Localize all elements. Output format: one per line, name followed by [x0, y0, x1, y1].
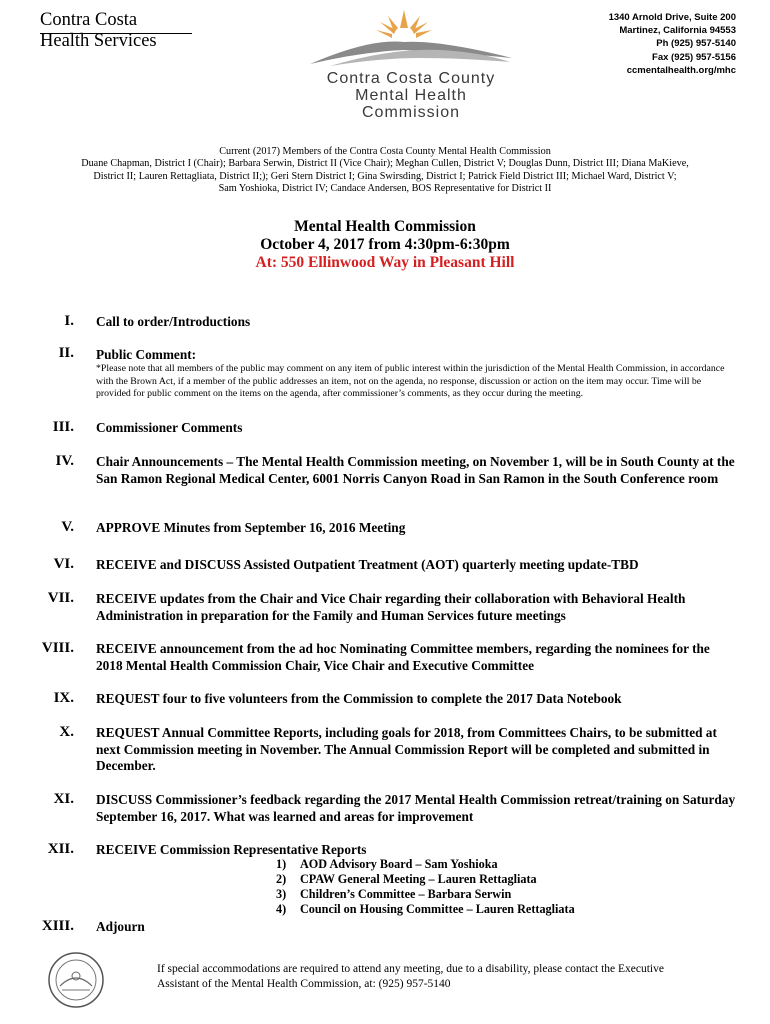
report-number: 2) — [276, 872, 287, 886]
agenda-number: X. — [59, 724, 74, 740]
address-fax: Fax (925) 957-5156 — [652, 51, 736, 63]
agenda-title: Adjourn — [96, 919, 145, 934]
org-line-1: Contra Costa — [40, 10, 138, 30]
agenda-title: Call to order/Introductions — [96, 314, 251, 329]
members-heading: Current (2017) Members of the Contra Costa County Mental Health Commission — [219, 146, 551, 157]
agenda-number: IX. — [53, 690, 74, 706]
org-line-2: Health Services — [40, 31, 157, 51]
agenda-number: VIII. — [41, 640, 74, 656]
logo-text-line-1: Contra Costa County — [326, 70, 496, 87]
public-comment-note: *Please note that all members of the public may comment on any item of public interest within the jurisdiction of the Mental Health Commission, in accordance with the Brown Act, if a member of the public addresses an item, not on the agenda, no response, discussion or action on the item may occur. Time will be provided for public comment on the items on the agenda, after commissioner’s comments, as they occur during the meeting. — [96, 363, 725, 400]
agenda-number: II. — [58, 345, 74, 361]
report-item — [276, 857, 498, 872]
accommodations-notice — [157, 962, 697, 992]
members-line-2: District II; Lauren Rettagliata, District II;); Geri Stern District I; Gina Swirsding, District I; Patrick Field District III; Michael Ward, District V; — [93, 170, 677, 182]
report-text: Council on Housing Committee – Lauren Rettagliata — [300, 902, 575, 916]
agenda-number: XIII. — [41, 918, 74, 934]
agenda-title: APPROVE Minutes from September 16, 2016 Meeting — [96, 520, 406, 535]
agenda-title: RECEIVE updates from the Chair and Vice Chair regarding their collaboration with Behavioral Health Administration in preparation for the Family and Human Services future meetings — [96, 591, 686, 623]
report-text: Children’s Committee – Barbara Serwin — [300, 887, 512, 901]
agenda-title: RECEIVE announcement from the ad hoc Nominating Committee members, regarding the nominees for the 2018 Mental Health Commission Chair, Vice Chair and Executive Committee — [96, 641, 710, 673]
address-city: Martinez, California 94553 — [619, 25, 736, 37]
members-line-1: Duane Chapman, District I (Chair); Barbara Serwin, District II (Vice Chair); Meghan Cullen, District V; Douglas Dunn, District III; Diana MaKieve, — [81, 158, 689, 170]
address-street: 1340 Arnold Drive, Suite 200 — [608, 12, 736, 23]
logo-text-line-2: Mental Health — [355, 87, 467, 104]
meeting-date: October 4, 2017 from 4:30pm-6:30pm — [260, 236, 510, 253]
report-item — [276, 902, 575, 917]
logo-text-line-3: Commission — [361, 104, 460, 121]
county-seal-icon — [36, 950, 116, 1010]
agenda-title: RECEIVE and DISCUSS Assisted Outpatient Treatment (AOT) quarterly meeting update-TBD — [96, 557, 639, 572]
report-number: 1) — [276, 857, 287, 871]
agenda-number: III. — [52, 419, 74, 435]
agenda-title: Chair Announcements – The Mental Health Commission meeting, on November 1, will be in South County at the San Ramon Regional Medical Center, 6001 Norris Canyon Road in San Ramon in the South Conference room — [96, 454, 735, 486]
org-underline — [40, 33, 192, 34]
report-text: CPAW General Meeting – Lauren Rettagliata — [300, 872, 537, 886]
agenda-number: VII. — [47, 590, 74, 606]
report-item — [276, 887, 511, 902]
footer-line-2: Assistant of the Mental Health Commission, at: (925) 957-5140 — [157, 978, 451, 990]
contact-address — [609, 11, 736, 77]
agenda-number: V. — [61, 519, 74, 535]
sun-mountain-icon — [300, 8, 522, 72]
report-number: 3) — [276, 887, 287, 901]
agenda-number: IV. — [55, 453, 74, 469]
members-line-3: Sam Yoshioka, District IV; Candace Andersen, BOS Representative for District II — [218, 182, 552, 194]
report-text: AOD Advisory Board – Sam Yoshioka — [300, 857, 498, 871]
agenda-number: VI. — [53, 556, 74, 572]
agenda-title: Public Comment: — [96, 347, 197, 362]
agenda-title: RECEIVE Commission Representative Reports — [96, 842, 367, 857]
agenda-number: XII. — [47, 841, 74, 857]
meeting-location: At: 550 Ellinwood Way in Pleasant Hill — [255, 254, 515, 271]
organization-name — [40, 10, 157, 52]
meeting-info — [0, 218, 770, 272]
member-list — [60, 146, 710, 195]
agenda-title: REQUEST Annual Committee Reports, including goals for 2018, from Committees Chairs, to be submitted at next Commission meeting in November. The Annual Commission Report will be completed and submitted in December. — [96, 725, 717, 774]
report-item — [276, 872, 537, 887]
address-phone: Ph (925) 957-5140 — [656, 38, 736, 50]
address-website: ccmentalhealth.org/mhc — [626, 64, 736, 76]
commission-logo — [300, 8, 522, 120]
agenda-title: Commissioner Comments — [96, 420, 243, 435]
agenda-number: XI. — [53, 791, 74, 807]
agenda-title: REQUEST four to five volunteers from the Commission to complete the 2017 Data Notebook — [96, 691, 622, 706]
report-number: 4) — [276, 902, 287, 916]
meeting-title: Mental Health Commission — [294, 218, 476, 235]
agenda-title: DISCUSS Commissioner’s feedback regarding the 2017 Mental Health Commission retreat/training on Saturday September 16, 2017. What was learned and areas for improvement — [96, 792, 736, 824]
footer-line-1: If special accommodations are required to attend any meeting, due to a disability, please contact the Executive — [157, 963, 664, 975]
agenda-number: I. — [64, 313, 74, 329]
